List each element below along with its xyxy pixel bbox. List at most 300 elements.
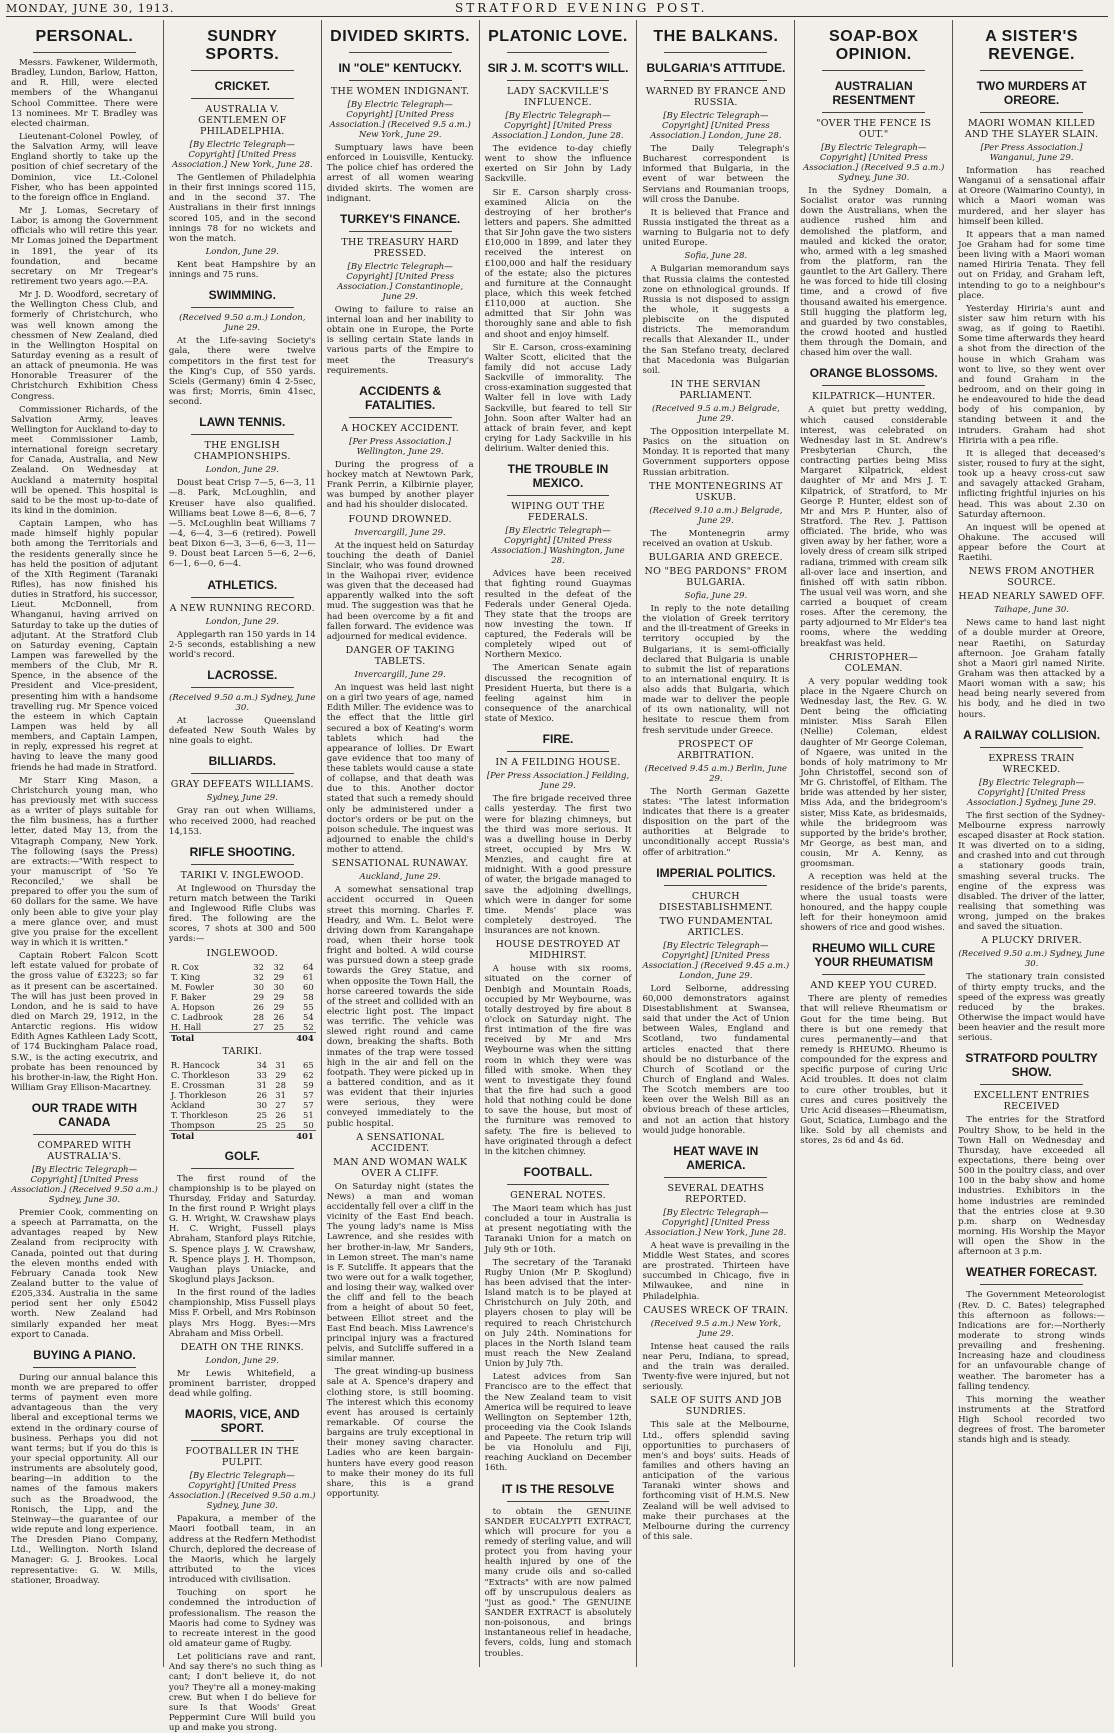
article-paragraph: Touching on sport he condemned the introduction of professionalism. The reason the Maoris had come to Sydney was to recreate interest in the good old amateur game of Rugby.	[168, 1588, 316, 1649]
article-paragraph: An inquest was held last night on a girl two years of age, named Edith Miller. The evidence was to the effect that the little girl secured a box of Keating's worm tablets which had the appearance of lollies. Dr Ewart gave evidence that too many of these tablets would cause a state of collapse, and that death was due to this. Another doctor stated that such a remedy should only be administered under a doctor's orders or be put on the poison schedule. The inquest was adjourned to enable the child's mother to attend.	[326, 682, 474, 856]
article-paragraph: Latest advices from San Francisco are to the effect that the New Zealand team to visit America will be required to leave Wellington on September 12th, proceeding via the Cook Islands and Papeete. The return trip will be via Honolulu and Fiji, reaching Auckland on December 16th.	[484, 1372, 632, 1474]
article-headline: RHEUMO WILL CURE YOUR RHEUMATISM	[812, 941, 936, 970]
article-dateline: Invercargill, June 29.	[354, 669, 446, 680]
article-dateline: Invercargill, June 29.	[354, 527, 446, 538]
score-cell: 29	[275, 1069, 286, 1080]
score-cell: 31	[256, 1079, 268, 1090]
article-paragraph: The fire brigade received three calls yesterday. The first two were for blazing chimneys, but the third was more serious. It was a dwelling house in Derby street, occupied by Mrs W. Menzies, and caught fire at midnight. With a good pressure of water, the brigade managed to save the adjoining dwellings, which were in danger for some time. Mends' place was completely destroyed. The insurances are not known.	[484, 794, 632, 937]
score-row	[169, 1080, 316, 1090]
article-subheading: EXPRESS TRAIN WRECKED.	[988, 752, 1075, 775]
divider	[980, 1084, 1083, 1085]
score-cell: 31	[275, 1059, 286, 1070]
article-dateline: Sofia, June 29.	[684, 590, 748, 601]
shooter-name: H. Hall	[170, 1021, 202, 1032]
score-row	[169, 1090, 316, 1100]
article-paragraph: Yesterday Hiriria's aunt and sister saw him return with his swag, as if going to Raetihi. Some time afterwards they heard a shot from the direction of the house in which Graham was wont to live, so they went over and found Graham in the bedroom, and on their going in he endeavoured to hide the dead body of his companion, by standing between it and the intruders. Graham had shot Hiriria with a pea rifle.	[958, 303, 1106, 446]
score-cell: 58	[303, 991, 314, 1002]
score-cell: 64	[303, 961, 314, 972]
divider	[191, 307, 294, 308]
article-paragraph: The evidence to-day chiefly went to show the influence exerted on Sir John by Lady Sackville.	[484, 144, 632, 185]
article-paragraph: Let politicians rave and rant, And say there's no such thing as cant; I don't believe it, do not you? They're all a money-making crew. But when I do believe for sure Is that Woods' Great Peppermint Cure Will build you up and make you strong.	[168, 1652, 316, 1733]
article-paragraph: Premier Cook, commenting on a speech at Parramatta, on the advantages reaped by New Zealand from reciprocity with Canada, pointed out that during the eleven months ended with February Canada took New Zealand butter to the value of £205,334. Australia in the same period sent her only £5042 worth. New Zealand had similarly expanded her meat export to Canada.	[11, 1208, 158, 1340]
score-cell: 34	[256, 1059, 268, 1070]
article-paragraph: The Gentlemen of Philadelphia in their first innings scored 115, and in the second 37. The Australians in their first innings scored 105, and in the second innings 78 for no wickets and won the match.	[168, 173, 316, 244]
divider	[191, 1440, 294, 1441]
article-subheading: WARNED BY FRANCE AND RUSSIA.	[645, 86, 786, 108]
column-5	[637, 20, 795, 1667]
divider	[349, 80, 452, 81]
article-subheading: MAORI WOMAN KILLED AND THE SLAYER SLAIN.	[964, 118, 1099, 140]
article-dateline: [By Electric Telegraph—Copyright] [United Press Association.] (Received 9.5 a.m.) New York, June 29.	[329, 100, 471, 140]
column-4	[480, 20, 638, 1667]
score-table	[169, 1060, 316, 1141]
article-paragraph: Mr J. Lomas, Secretary of Labor, is among the Government officials who will retire this year. Mr Lomas joined the Department in 1891, the year of its foundation, and became secretary on Mr Tregear's retirement two years ago.—P.A.	[11, 205, 158, 287]
score-cell: 51	[303, 1109, 314, 1120]
score-cell: 50	[303, 1119, 314, 1130]
article-subheading: AUSTRALIA V. GENTLEMEN OF PHILADELPHIA.	[198, 104, 287, 137]
score-cell: 26	[253, 1001, 264, 1012]
article-subheading: LADY SACKVILLE'S INFLUENCE.	[507, 86, 609, 108]
article-paragraph: Kent beat Hampshire by an innings and 75 runs.	[168, 259, 316, 281]
article-paragraph: The Daily Telegraph's Bucharest correspondent is informed that Bulgaria, in the event of war between the Servians and Roumanian troops, will cross the Danube.	[642, 144, 790, 205]
article-paragraph: This sale at the Melbourne, Ltd., offers splendid saving opportunities to purchasers of men's and boys' suits. Heads of families and others having an anticipation of the various Taranaki winter shows and forthcoming visit of H.M.S. New Zealand will be well advised to make their purchases at the Melbourne during the currency of this sale.	[642, 1420, 790, 1542]
article-dateline: Taihape, June 30.	[994, 605, 1069, 616]
article-paragraph: Sir E. Carson, cross-examining Walter Scott, elicited that the family did not accuse Lady Sackville of immorality. The cross-examination suggested that Walter fell in love with Lady Sackville, but feared to tell Sir John. Soon after Walter had an attack of brain fever, and kept crying for Lady Sackville in his delirium. Walter denied this.	[484, 342, 632, 455]
article-paragraph: Intense heat caused the rails near Peru, Indiana, to spread, and the train was derailed. Twenty-five were injured, but not seriously.	[642, 1341, 790, 1393]
article-headline: GOLF.	[224, 1148, 260, 1163]
article-dateline: (Received 9.5 a.m.) Belgrade, June 29.	[651, 403, 780, 424]
column-3	[322, 20, 480, 1667]
article-headline: SIR J. M. SCOTT'S WILL.	[487, 61, 629, 75]
divider	[980, 1284, 1083, 1285]
divider	[191, 70, 294, 71]
article-dateline: Auckland, June 29.	[359, 872, 441, 883]
score-cell: 57	[303, 1089, 314, 1100]
article-dateline: (Received 9.50 a.m.) Sydney, June 30.	[169, 692, 316, 713]
score-row	[169, 1110, 316, 1120]
article-paragraph: Lord Selborne, addressing 60,000 demonstrators against Disestablishment at Swansea, said that under the Act of Union between Wales, England and Scotland, two fundamental articles enacted that there should be no disturbance of the Church of Scotland or the Church of England and Wales. The Scotch members are too keen over the Welsh Bill as an obvious breach of these articles, and not an action that history would judge honorable.	[642, 983, 790, 1136]
score-row	[169, 992, 316, 1002]
article-headline: IN "OLE" KENTUCKY.	[338, 61, 462, 75]
article-paragraph: A very popular wedding took place in the Ngaere Church on Wednesday last, the Rev. G. W. Dent being the officiating minister. Miss Sarah Ellen (Nellie) Coleman, eldest daughter of Mr George Coleman, of Ngaere, was united in the bonds of holy matrimony to Mr John Christoffel, second son of Mr G. Christoffel, of Eltham. The bride was attended by her sister, Miss Ada, and the bridegroom's sister, Miss Kate, as bridesmaids, while the bridegroom was supported by the bride's brother, Mr George, as best man, and cousin, Mr A. Kenny, as groomsman.	[800, 676, 948, 870]
article-dateline: [By Electric Telegraph—Copyright] [United Press Association.] (Received 9.50 a.m.) Sydney, June 30.	[168, 1471, 316, 1512]
score-cell: 26	[256, 1089, 268, 1100]
article-paragraph: At lacrosse Queensland defeated New South Wales by nine goals to eight.	[168, 715, 316, 747]
article-headline: FIRE.	[542, 732, 574, 747]
score-cell: 32	[253, 961, 264, 972]
article-dateline: London, June 29.	[205, 1355, 279, 1366]
article-dateline: [By Electric Telegraph—Copyright] [United Press Association.] New York, June 28.	[171, 140, 313, 170]
score-row	[169, 972, 316, 982]
article-paragraph: A somewhat sensational trap accident occurred in Queen street this morning. Charles F. Headry, and Wm. L. Belot were driving down from Karangahape road, when their horse took fright and bolted. A wild course was pursued down a steep grade towards the Grey Statue, and when opposite the Town Hall, the horse careered towards the side of the street and collided with an electric light post. The impact was terrific. The vehicle was slewed right round and came down, breaking the shafts. Both inmates of the trap were tossed high in the air and fell on the footpath. They were picked up in a battered condition, and as it was evident that their injuries were serious, they were conveyed immediately to the public hospital.	[326, 885, 474, 1129]
score-row	[169, 1070, 316, 1080]
article-paragraph: The American Senate again discussed the recognition of President Huerta, but there is a feeling against him in consequence of the anarchical state of Mexico.	[484, 663, 632, 725]
article-dateline: [Per Press Association.] Feilding, June 29.	[486, 771, 630, 792]
divider	[191, 687, 294, 688]
column-6	[795, 20, 953, 1667]
column-headline: PLATONIC LOVE.	[488, 28, 628, 45]
score-cell: 30	[253, 981, 264, 992]
score-cell: 25	[273, 1021, 285, 1032]
score-row	[169, 962, 316, 972]
article-paragraph: The entries for the Stratford Poultry Show, to be held in the Town Hall on Wednesday and Thursday, have exceeded all expectations, there being over 500 in the poultry class, and over 100 in the baby show and home industries. Exhibitors in the home industries are reminded that the entries close at 9.30 p.m. sharp on Wednesday morning. His Worship the Mayor will open the Show in the afternoon at 3 p.m.	[958, 1115, 1106, 1258]
score-cell: 25	[256, 1109, 268, 1120]
article-paragraph: Mr Lewis Whitefield, a prominent barrister, dropped dead while golfing.	[168, 1368, 316, 1400]
score-cell: 52	[303, 1021, 314, 1032]
article-paragraph: In the first round of the ladies championship, Miss Fussell plays Miss F. Orbell, and Mrs Robinson plays Mrs Hogg. Byes:—Mrs Abraham and Miss Orbell.	[168, 1288, 316, 1339]
article-subheading: CAUSES WRECK OF TRAIN.	[643, 1304, 789, 1316]
article-paragraph: to obtain the GENUINE SANDER EUCALYPTI EXTRACT, which will procure for you a remedy of sterling value, and will protect you from having your health injured by one of the many crude oils and so-called "Extracts" with are now palmed off by unscrupulous dealers as "just as good." The GENUINE SANDER EXTRACT is absolutely non-poisonous, and brings instantaneous relief in headache, fevers, colds, lung and stomach troubles.	[484, 1506, 632, 1659]
article-subheading: AND KEEP YOU CURED.	[810, 980, 938, 992]
score-row	[169, 1100, 316, 1110]
article-subheading: MAN AND WOMAN WALK OVER A CLIFF.	[333, 1156, 468, 1179]
article-paragraph: A reception was held at the residence of the bride's parents, where the usual toasts were honoured, and the happy couple left for their honeymoon amid showers of rice and good wishes.	[800, 872, 948, 934]
columns-container	[6, 20, 1110, 1733]
article-paragraph: Captain Lampen, who has made himself highly popular both among the Territorials and the residents generally since he has held the position of adjutant of the XIth Regiment (Taranaki Rifles), has now finished his duties in Stratford, his successor, Lieut. McDonnell, from Whanganui, having arrived on Saturday to take up the duties of adjutant. At the Stratford Club on Saturday evening, Captain Lampen was farewelled by the members of the Club, Mr R. Spence, in the absence of the President and Vice-president, presenting him with a handsome travelling rug. Mr Spence voiced the esteem in which Captain Lampen was held by all members, and Captain Lampen, in reply, expressed his regret at having to leave the many good friends he had made in Stratford.	[11, 519, 158, 773]
score-row	[169, 1022, 316, 1033]
score-cell: 61	[303, 971, 314, 982]
shooter-name: Total	[169, 1130, 250, 1141]
score-cell: 65	[303, 1059, 314, 1070]
article-subheading: THE TREASURY HARD PRESSED.	[341, 236, 459, 259]
shooter-name: M. Fowler	[170, 981, 214, 992]
article-headline: CRICKET.	[214, 79, 270, 93]
article-headline: TWO MURDERS AT OREORE.	[976, 79, 1087, 107]
score-cell: 32	[273, 961, 285, 972]
article-headline: IT IS THE RESOLVE	[501, 1481, 615, 1496]
article-dateline: [By Electric Telegraph—Copyright] [United Press Association.] (Received 9.5 a.m.) Sydney, June 30.	[803, 143, 945, 183]
divider	[33, 1134, 136, 1135]
divider	[507, 80, 610, 81]
article-subheading: A PLUCKY DRIVER.	[981, 935, 1082, 947]
score-cell: 27	[253, 1021, 264, 1032]
column-1	[6, 20, 164, 1667]
score-cell: 59	[303, 1079, 314, 1090]
article-headline: SWIMMING.	[208, 288, 276, 303]
column-headline: SUNDRY SPORTS.	[205, 28, 280, 63]
article-paragraph: There are plenty of remedies that will relieve Rheumatism or Gout for the time being. But there is but one remedy that cures permanently—and that remedy is RHEUMO. Rheumo is compounded for the express and specific purpose of curing Uric Acid troubles. It does not claim to cure other troubles, but it cures and cures positively the Uric Acid diseases—Rheumatism, Gout, Sciatica, Lumbago and the like. Sold by all chemists and stores, 2s 6d and 4s 6d.	[800, 994, 948, 1147]
article-dateline: Sydney, June 29.	[206, 793, 278, 804]
article-paragraph: The Government Meteorologist (Rev. D. C. Bates) telegraphed this afternoon as follows:—Indications are for:—Northerly moderate to strong winds prevailing and freshening. Increasing haze and cloudiness for an unfavourable change of weather. The barometer has a falling tendency.	[958, 1290, 1106, 1392]
score-cell: 26	[273, 1011, 285, 1022]
article-paragraph: The stationary train consisted of thirty empty trucks, and the speed of the express was greatly reduced by the brakes. Otherwise the impact would have been heavier and the result more serious.	[958, 972, 1106, 1044]
article-dateline: Sofia, June 28.	[684, 251, 748, 262]
score-cell: 29	[273, 971, 285, 982]
article-paragraph: The Maori team which has just concluded a tour in Australia is at present negotiating with the Taranaki Union for a match on July 9th or 10th.	[484, 1203, 632, 1255]
article-dateline: London, June 29.	[205, 465, 279, 476]
score-cell: 54	[303, 1011, 314, 1022]
article-subheading: IN A FEILDING HOUSE.	[495, 757, 621, 769]
divider	[349, 231, 452, 232]
divider	[980, 70, 1083, 71]
article-dateline: [By Electric Telegraph—Copyright] [United Press Association.] Constantinople, June 29.	[337, 261, 464, 302]
article-paragraph: In the Sydney Domain, a Socialist orator was running down the Australians, when the audience rushed him and demolished the platform, and mauled and kicked the orator, who, armed with a leg smashed from the platform, ran the gauntlet to the Art Gallery. There he was forced to hide till closing time, and a crowd of five thousand awaited his emergence. Still hugging the platform leg, and guarded by two constables, the crowd hooted and hustled them through the Domain, and chased him over the wall.	[800, 186, 948, 359]
article-paragraph: A Bulgarian memorandum says that Russia claims the contested zone on ethnological grounds. If Russia is not disposed to assign the whole, it suggests a plebiscite on the disputed districts. The memorandum recalls that Alexander II., under the San Stefano treaty, declared that Macedonia was Bulgarian soil.	[642, 264, 790, 376]
article-subheading: A HOCKEY ACCIDENT.	[341, 422, 460, 434]
score-row	[169, 1120, 316, 1131]
score-cell: 55	[303, 1001, 314, 1012]
article-paragraph: Sumptuary laws have been enforced in Louisville, Kentucky. The police chief has ordered the arrest of all women wearing divided skirts. The women are indignant.	[326, 143, 474, 204]
article-dateline: (Received 9.5 a.m.) New York, June 29.	[650, 1318, 782, 1339]
divider	[822, 385, 925, 386]
divider	[507, 751, 610, 752]
article-paragraph: News came to hand last night of a double murder at Oreore, near Raetihi, on Saturday afternoon. Joe Graham fatally shot a Maori girl named Nirite. Graham was then attacked by a Maori woman with a saw; his head being nearly severed from his body, and he died in two hours.	[958, 618, 1106, 720]
article-dateline: [By Electric Telegraph—Copyright] [United Press Association.] Sydney, June 29.	[966, 777, 1097, 808]
divider	[191, 434, 294, 435]
divider	[507, 1184, 610, 1185]
article-subheading: SEVERAL DEATHS REPORTED.	[667, 1182, 765, 1205]
article-paragraph: The Opposition interpellate M. Pasics on the situation on Monday. It is reported that many Government supporters oppose Russian arbitration.	[642, 426, 790, 478]
score-cell: 57	[303, 1099, 314, 1110]
column-headline: PERSONAL.	[35, 28, 134, 45]
article-headline: AUSTRALIAN RESENTMENT	[832, 79, 916, 107]
score-cell: 404	[286, 1032, 316, 1043]
divider	[664, 52, 767, 53]
shooter-name: A. Hopson	[170, 1001, 215, 1012]
divider	[507, 52, 610, 53]
article-paragraph: A quiet but pretty wedding, which caused considerable interest, was celebrated on Wednesday last in St. Andrew's Presbyterian Church, the contracting parties being Miss Margaret Kilpatrick, eldest daughter of Mr and Mrs J. T. Kilpatrick, of Stratford, to Mr George P. Hunter, eldest son of Mr and Mrs P. Hunter, also of Stratford. The Rev. J. Pattison officiated. The bride, who was given away by her father, wore a lovely dress of cream silk striped radiana, trimmed with cream silk all-over lace and insertion, and finished off with satin ribbon. The usual veil was worn, and she carried a bouquet of cream roses. After the ceremony, the party adjourned to Mr Elder's tea rooms, where the wedding breakfast was held.	[800, 405, 948, 649]
masthead-date: MONDAY, JUNE 30, 1913.	[6, 1, 175, 15]
article-headline: BUYING A PIANO.	[33, 1347, 136, 1362]
article-subheading: A NEW RUNNING RECORD.	[169, 602, 315, 614]
shooter-name: C. Ladbrook	[170, 1011, 223, 1022]
column-7	[953, 20, 1110, 1667]
score-cell: 28	[275, 1079, 286, 1090]
article-headline: A RAILWAY COLLISION.	[963, 727, 1101, 742]
article-dateline: [By Electric Telegraph—Copyright] [United Press Association.] New York, June 28.	[645, 1207, 787, 1238]
article-subheading: FOOTBALLER IN THE PULPIT.	[185, 1446, 300, 1469]
divider	[980, 112, 1083, 113]
article-headline: THE TROUBLE IN MEXICO.	[507, 462, 609, 491]
article-dateline: London, June 29.	[205, 246, 279, 257]
divider	[33, 52, 136, 53]
score-cell: 30	[273, 981, 285, 992]
article-paragraph: The Montenegrin army received an ovation at Uskub.	[642, 528, 790, 549]
article-headline: ATHLETICS.	[207, 577, 278, 592]
article-paragraph: Information has reached Wanganui of a sensational affair at Oreore (Waimarino County), in which a Maori woman was murdered, and her slayer has himself been killed.	[958, 166, 1106, 227]
score-total-row	[169, 1032, 316, 1043]
shooter-name: T. King	[170, 971, 201, 982]
article-paragraph: It appears that a man named Joe Graham had for some time been living with a Maori woman named Hiriria Tenata. They fell out on Friday, and Graham left, intending to go to a neighbour's place.	[958, 229, 1106, 301]
article-paragraph: The first section of the Sydney-Melbourne express narrowly escaped disaster at Rock station. It was diverted on to a siding, and crashed into and cut through a stationary goods train, smashing several trucks. The engine of the express was disabled. The driver of the latter, realising that something was wrong, jumped on the brakes and saved the situation.	[958, 810, 1106, 933]
shooter-name: Total	[169, 1032, 246, 1043]
article-subheading: NEWS FROM ANOTHER SOURCE.	[968, 566, 1095, 589]
article-headline: FOOTBALL.	[523, 1164, 593, 1179]
article-paragraph: This morning the weather instruments at the Stratford High School recorded two degrees of frost. The barometer stands high and is steady.	[958, 1394, 1106, 1446]
article-subheading: EXCELLENT ENTRIES RECEIVED	[973, 1090, 1090, 1113]
divider	[191, 773, 294, 774]
divider	[664, 885, 767, 886]
article-paragraph: Sir E. Carson sharply cross-examined Alicia on the destroying of her brother's letters and papers. She admitted that Sir John gave the two sisters £10,000 in 1899, and later they received the interest on £100,000 and half the residuary of the estate; also the pictures and furniture at the Connaught place, which this week fetched £110,000 at auction. She admitted that Sir John was thoroughly sane and able to fish and shoot and enjoy himself.	[484, 187, 632, 340]
article-subheading: THE WOMEN INDIGNANT.	[330, 86, 470, 97]
article-subheading: TARIKI.	[222, 1045, 263, 1057]
masthead-title: STRATFORD EVENING POST.	[454, 1, 708, 15]
article-paragraph: A house with six rooms, situated on the corner of Denbigh and Mountain Roads, occupied by Mr Weybourne, was totally destroyed by fire about 8 o'clock on Saturday night. The first intimation of the fire was received by Mr and Mrs Weybourne was when the sitting room in which they were was filled with smoke. When they went to investigate they found that the fire had such a good hold that nothing could be done to save the house, but most of the furniture was removed to safety. The fire is believed to have originated through a defect in the kitchen chimney.	[484, 964, 632, 1157]
article-headline: ORANGE BLOSSOMS.	[809, 366, 938, 381]
article-headline: BILLIARDS.	[208, 754, 276, 769]
article-subheading: KILPATRICK—HUNTER.	[811, 391, 936, 403]
article-headline: OUR TRADE WITH CANADA	[31, 1101, 138, 1130]
article-paragraph: During the progress of a hockey match at Newtown Park, Frank Perrin, a Kilbirnie player, was bumped by another player and had his shoulder dislocated.	[326, 459, 474, 511]
divider	[191, 1168, 294, 1169]
article-headline: LAWN TENNIS.	[199, 415, 286, 430]
column-2	[164, 20, 322, 1733]
article-paragraph: Gray ran out when Williams, who received 2000, had reached 14,153.	[168, 806, 316, 837]
article-subheading: WIPING OUT THE FEDERALS.	[511, 501, 605, 524]
shooter-name: R. Hancock	[170, 1059, 220, 1070]
article-subheading: THE ENGLISH CHAMPIONSHIPS.	[193, 440, 291, 463]
divider	[507, 495, 610, 496]
divider	[191, 597, 294, 598]
divider	[191, 98, 294, 99]
divider	[191, 864, 294, 865]
article-paragraph: Doust beat Crisp 7—5, 6—3, 11—8. Park, McLoughlin, and Kreuser have also qualified. Williams beat Lowe 8—6, 8—6, 7—5. McLoughlin beat Williams 7—4, 6—4, 3—6 (retired). Powell beat Dixon 6—3, 3—6, 6—3, 11—9. Doust beat Larcen 5—6, 2—6, 6—1, 6—0, 6—4.	[168, 478, 316, 570]
shooter-name: F. Baker	[170, 991, 206, 1002]
masthead	[6, 0, 1108, 17]
article-dateline: (Received 9.10 a.m.) Belgrade, June 29.	[649, 505, 783, 526]
divider	[349, 52, 452, 53]
divider	[822, 112, 925, 113]
article-dateline: (Received 9.50 a.m.) Sydney, June 30.	[958, 949, 1105, 970]
article-headline: MAORIS, VICE, AND SPORT.	[184, 1407, 300, 1436]
article-dateline: [By Electric Telegraph—Copyright] [United Press Association.] London, June 28.	[650, 111, 782, 141]
article-dateline: [By Electric Telegraph—Copyright] [United Press Association.] (Received 9.45 a.m.) London, June 29.	[642, 940, 790, 981]
score-cell: 25	[256, 1119, 268, 1130]
article-paragraph: The North German Gazette states: "The latest information indicates that there is a greater disposition on the part of the authorities at Belgrade to unconditionally accept Russia's offer of arbitration."	[642, 786, 790, 858]
column-headline: SOAP-BOX OPINION.	[829, 28, 919, 63]
article-subheading: INGLEWOOD.	[206, 947, 279, 959]
column-headline: A SISTER'S REVENGE.	[985, 28, 1078, 63]
article-dateline: [By Electric Telegraph—Copyright] [United Press Association.] (Received 9.50 a.m.) Sydney, June 30.	[11, 1165, 158, 1206]
article-subheading: HOUSE DESTROYED AT MIDHIRST.	[495, 939, 621, 962]
shooter-name: E. Crossman	[170, 1079, 225, 1090]
article-subheading: COMPARED WITH AUSTRALIA'S.	[37, 1140, 132, 1163]
column-headline: THE BALKANS.	[653, 28, 779, 45]
score-total-row	[169, 1130, 316, 1141]
article-subheading: CHRISTOPHER—COLEMAN.	[829, 651, 919, 674]
score-cell: 62	[303, 1069, 314, 1080]
article-subheading: SALE OF SUITS AND JOB SUNDRIES.	[649, 1395, 782, 1418]
article-headline: BULGARIA'S ATTITUDE.	[646, 61, 786, 75]
article-headline: LACROSSE.	[207, 667, 278, 682]
article-paragraph: Mr Starr King Mason, a Christchurch young man, who has previously met with success as a writer of plays suitable for the film business, has a further letter, dated May 13, from the Vitagraph Company, New York. The following (says the Press) are extracts:—"With respect to your manuscript of 'So Ye Reconciled,' we shall be prepared to offer you the sum of 60 dollars for the same. We have only been able to give your play a mere glance over, and must give you praise for the excellent way in which it is written."	[11, 775, 158, 948]
score-cell	[269, 1130, 288, 1141]
article-paragraph: The secretary of the Taranaki Rugby Union (Mr P. Skoglund) has been advised that the inter-Island match is to be played at Christchurch on July 20th, and players chosen to play will be required to reach Christchurch on July 24th. Nominations for places in the North Island team must reach the New Zealand Union by July 7th.	[484, 1257, 632, 1370]
score-row	[169, 982, 316, 992]
article-subheading: DANGER OF TAKING TABLETS.	[345, 644, 455, 667]
article-paragraph: In reply to the note detailing the violation of Greek territory and the ill-treatment of Greeks in territory occupied by the Bulgarians, it is semi-officially declared that Bulgaria is unable to submit the list of reparations to an international enquiry. It is also adds that Bulgaria, which made war to deliver the people of its own nationality, will not hesitate to rescue them from fresh servitude under Greece.	[642, 603, 790, 736]
divider	[33, 1367, 136, 1368]
article-headline: WEATHER FORECAST.	[966, 1265, 1098, 1280]
score-cell: 26	[275, 1109, 286, 1120]
article-dateline: London, June 29.	[205, 616, 279, 627]
article-subheading: DEATH ON THE RINKS.	[180, 1341, 304, 1353]
score-row	[169, 1060, 316, 1070]
shooter-name: J. Thorkleson	[170, 1089, 227, 1100]
article-dateline: [Per Press Association.] Wanganui, June 29.	[980, 143, 1083, 163]
article-paragraph: At the Life-saving Society's gala, there were twelve competitors in the first test for the King's Cup, of 550 yards. Sciels (Germany) 6min 4 2-5sec, was first; Morris, 6min 41sec, second.	[168, 336, 316, 408]
article-paragraph: An inquest will be opened at Ohakune. The accused will appear before the Court at Raetihi.	[958, 522, 1106, 564]
article-paragraph: Advices have been received that fighting round Guaymas resulted in the defeat of the Federals under General Ojeda. They state that the troops are now investing the town. If captured, the Federals will be completely wiped out of Northern Mexico.	[484, 569, 632, 661]
article-subheading: NO "BEG PARDONS" FROM BULGARIA.	[644, 565, 788, 588]
score-table	[169, 962, 316, 1043]
article-subheading: THE MONTENEGRINS AT USKUB.	[649, 480, 783, 503]
article-headline: TURKEY'S FINANCE.	[340, 211, 461, 226]
article-paragraph: On Saturday night (states the News) a man and woman accidentally fell over a cliff in the vicinity of the East End beach. The young lady's name is Miss Lawrence, and she resides with her brother-in-law, Mr Sanders, in Lemon street. The man's name is F. Sutcliffe. It appears that the two were out for a walk together, and losing their way, walked over the cliff and fell to the beach from a height of about 50 feet, between Elliot street and the East End beach. Miss Lawrence's principal injury was a fractured pelvis, and Sutcliffe suffered in a similar manner.	[326, 1181, 474, 1365]
article-subheading: FOUND DROWNED.	[348, 513, 452, 525]
article-paragraph: Owing to failure to raise an internal loan and her inability to obtain one in Europe, the Porte is selling certain State lands in various parts of the Empire to meet the Treasury's requirements.	[326, 304, 474, 376]
divider	[980, 747, 1083, 748]
divider	[349, 417, 452, 418]
score-cell: 31	[275, 1089, 286, 1100]
score-cell: 27	[275, 1099, 286, 1110]
article-subheading: GENERAL NOTES.	[510, 1189, 606, 1201]
article-paragraph: Papakura, a member of the Maori football team, in an address at the Redfern Methodist Church, deplored the decrease of the Maoris, which he largely attributed to the vices introduced with civilisation.	[168, 1514, 316, 1586]
article-subheading: IN THE SERVIAN PARLIAMENT.	[670, 378, 761, 401]
divider	[507, 1501, 610, 1502]
article-subheading: TARIKI V. INGLEWOOD.	[180, 869, 304, 881]
shooter-name: Ackland	[170, 1099, 206, 1110]
article-subheading: BULGARIA AND GREECE.	[648, 551, 783, 563]
score-cell	[266, 1032, 286, 1043]
article-paragraph: At Inglewood on Thursday the return match between the Tariki and Inglewood Rifle Clubs was fired. The following are the scores, 7 shots at 300 and 500 yards:—	[168, 883, 316, 945]
article-subheading: A SENSATIONAL ACCIDENT.	[356, 1131, 445, 1154]
article-headline: STRATFORD POULTRY SHOW.	[965, 1051, 1098, 1080]
score-cell: 30	[256, 1099, 268, 1110]
article-subheading: "OVER THE FENCE IS OUT."	[816, 118, 932, 140]
article-subheading: HEAD NEARLY SAWED OFF.	[958, 591, 1105, 603]
score-cell: 33	[256, 1069, 268, 1080]
score-cell: 60	[303, 981, 314, 992]
article-headline: ACCIDENTS & FATALITIES.	[359, 383, 442, 412]
score-row	[169, 1002, 316, 1012]
article-paragraph: A heat wave is prevailing in the Middle West States, and scores are prostrated. Thirteen have succumbed in Chicago, five in Milwaukee, and nine in Philadelphia.	[642, 1240, 790, 1302]
article-headline: HEAT WAVE IN AMERICA.	[673, 1143, 759, 1172]
article-subheading: TWO FUNDAMENTAL ARTICLES.	[659, 915, 773, 938]
score-cell	[246, 1032, 266, 1043]
article-subheading: CHURCH DISESTABLISHMENT.	[658, 890, 773, 913]
article-paragraph: The first round of the championship is to be played on Thursday, Friday and Saturday. In the first round P. Wright plays G. H. Wright, W. Crawshaw plays H. C. Wright, Fussell plays Abraham, Stanford plays Ritchie, S. Spence plays J. W. Crawshaw, R. Spence plays J. H. Thompson, Vaughan plays Uniacke, and Skoglund plays Jackson.	[168, 1173, 316, 1286]
column-headline: DIVIDED SKIRTS.	[330, 28, 471, 45]
article-paragraph: Commissioner Richards, of the Salvation Army, leaves Wellington for Auckland to-day to meet Commissioner Lamb, international foreign secretary for Canada, Australia, and New Zealand. On Wednesday at Auckland a maternity hospital will be opened. This hospital is said to be the most up-to-date of its kind in the dominion.	[11, 404, 158, 517]
article-headline: IMPERIAL POLITICS.	[656, 865, 776, 880]
article-paragraph: During our annual balance this month we are prepared to offer terms of payment even more advantageous than the very liberal and exceptional terms we extend in the ordinary course of business. Perhaps you did not want terms; but if you do this is your special opportunity. All our instruments are absolutely good, bearing—in addition to the names of the famous makers such as the Broadwood, the Ronisch, the Lipp, and the Steinway—the guarantee of our wide repute and long experience. The Dresden Piano Company, Ltd., Wellington. North Island Manager: G. J. Brookes. Local representative: G. W. Mills, stationer, Broadway.	[11, 1372, 158, 1586]
article-paragraph: The great winding-up business sale at A. Spence's drapery and clothing store, is still booming. The interest which this economy event has aroused is certainly remarkable. Of course the bargains are truly exceptional in their money saving character. Ladies who are keen bargain-hunters have every good reason to make their money do its full share, this is a grand opportunity.	[326, 1367, 474, 1499]
divider	[664, 80, 767, 81]
score-cell: 29	[273, 991, 285, 1002]
article-paragraph: Captain Robert Falcon Scott left estate valued for probate of the gross value of £3223; so far as it present can be ascertained. The will has just been proved in London, and he is said to have died on March 29, 1912, in the Antarctic regions. His widow Edith Agnes Kathleen Lady Scott, of 174 Buckingham Palace road, S.W., is the acting executrix, and probate has been renounced by his brother-in-law, the Right Hon. William Gray Ellison-Macartney.	[11, 951, 158, 1093]
article-dateline: [Per Press Association.] Wellington, June 29.	[349, 436, 452, 457]
article-paragraph: At the inquest held on Saturday touching the death of Daniel Sinclair, who was found drowned in the Waihopai river, evidence was given that the deceased had apparently walked into the soft mud. The suggestion was that he had been overcome by a fit and fallen forward. The evidence was adjourned for medical evidence.	[326, 540, 474, 642]
article-paragraph: Messrs. Fawkener, Wildermoth, Bradley, Lundon, Barlow, Hatton, and R. Hill, were elected members of the Whanganui School Committee. There were 13 nominees. Mr T. Bradley was elected chairman.	[11, 58, 158, 129]
divider	[822, 70, 925, 71]
article-subheading: SENSATIONAL RUNAWAY.	[331, 858, 469, 870]
score-cell: 28	[253, 1011, 264, 1022]
score-row	[169, 1012, 316, 1022]
article-subheading: PROSPECT OF ARBITRATION.	[677, 738, 755, 761]
article-dateline: [By Electric Telegraph—Copyright] [United Press Association.] Washington, June 28.	[491, 526, 625, 567]
score-cell	[250, 1130, 269, 1141]
score-cell: 29	[273, 1001, 285, 1012]
divider	[822, 974, 925, 975]
article-dateline: (Received 9.45 a.m.) Berlin, June 29.	[644, 763, 788, 784]
article-paragraph: It is believed that France and Russia instigated the threat as a warning to Bulgaria not to defy united Europe.	[642, 207, 790, 249]
score-cell: 401	[288, 1130, 316, 1141]
article-subheading: GRAY DEFEATS WILLIAMS.	[170, 779, 314, 791]
article-dateline: [By Electric Telegraph—Copyright] [United Press Association.] London, June 28.	[492, 111, 624, 141]
score-cell: 25	[275, 1119, 286, 1130]
shooter-name: T. Thorkleson	[170, 1109, 229, 1120]
